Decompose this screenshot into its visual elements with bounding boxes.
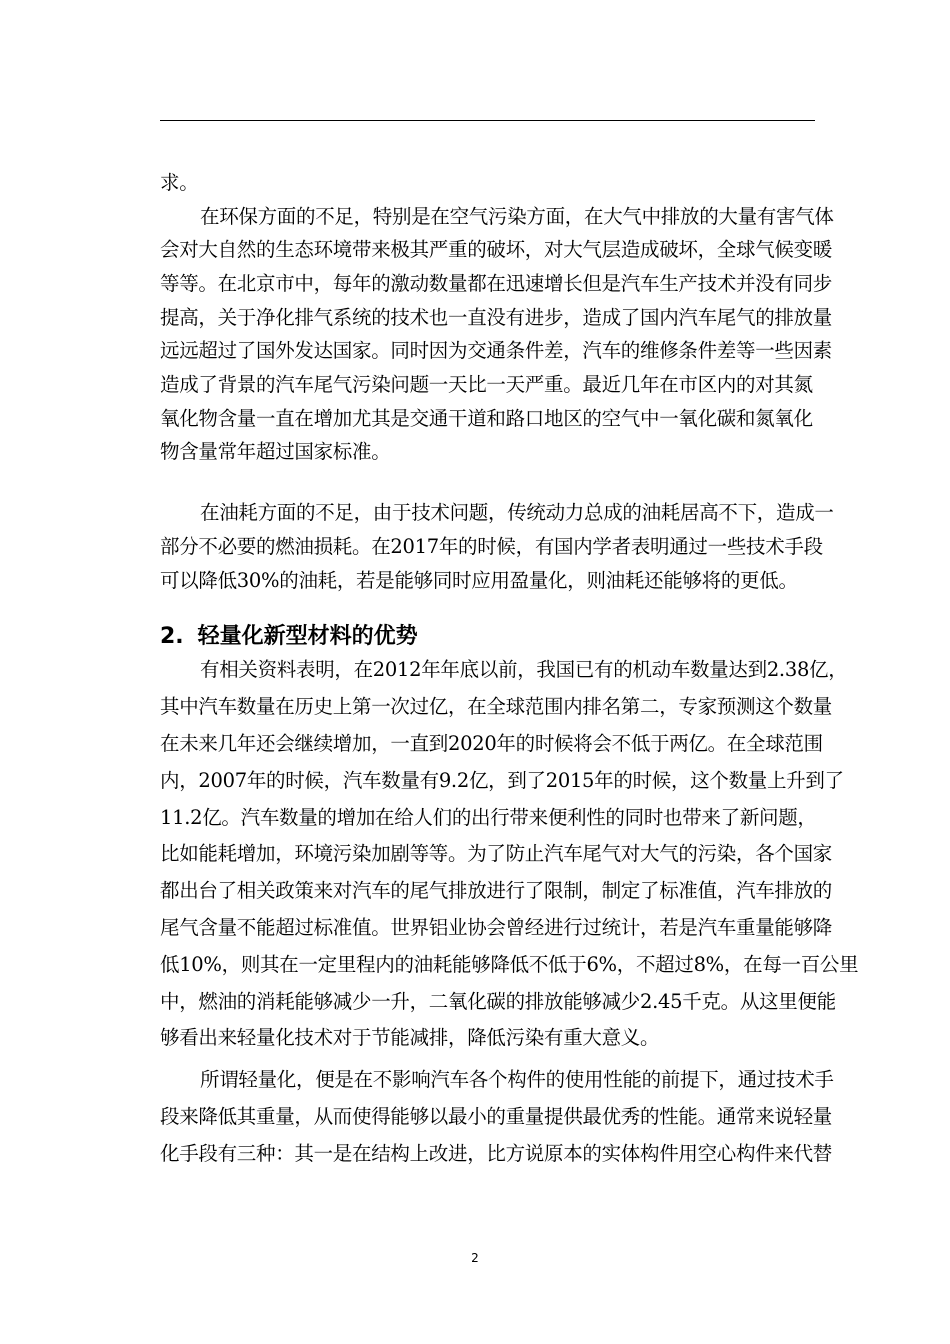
- text-line: 求。: [160, 171, 199, 194]
- text-line: 提高，关于净化排气系统的技术也一直没有进步，造成了国内汽车尾气的排放量: [160, 306, 833, 329]
- text-line: 造成了背景的汽车尾气污染问题一天比一天严重。最近几年在市区内的对其氮: [160, 373, 813, 396]
- text-line: 所谓轻量化，便是在不影响汽车各个构件的使用性能的前提下，通过技术手: [200, 1068, 834, 1091]
- text-line: 会对大自然的生态环境带来极其严重的破坏，对大气层造成破坏，全球气候变暖: [160, 238, 833, 261]
- text-line: 其中汽车数量在历史上第一次过亿，在全球范围内排名第二，专家预测这个数量: [160, 695, 833, 718]
- text-line: 在油耗方面的不足，由于技术问题，传统动力总成的油耗居高不下，造成一: [200, 501, 834, 524]
- text-line: 在未来几年还会继续增加，一直到2020年的时候将会不低于两亿。在全球范围: [160, 732, 823, 755]
- text-line: 化手段有三种：其一是在结构上改进，比方说原本的实体构件用空心构件来代替: [160, 1142, 833, 1165]
- text-line: 有相关资料表明，在2012年年底以前，我国已有的机动车数量达到2.38亿，: [200, 658, 848, 681]
- section-heading: [160, 619, 418, 655]
- text-line: 比如能耗增加，环境污染加剧等等。为了防止汽车尾气对大气的污染，各个国家: [160, 842, 833, 865]
- text-line: 够看出来轻量化技术对于节能减排，降低污染有重大意义。: [160, 1026, 660, 1049]
- page-number: 2: [471, 1251, 479, 1265]
- text-line: 在环保方面的不足，特别是在空气污染方面，在大气中排放的大量有害气体: [200, 205, 834, 228]
- text-line: 中，燃油的消耗能够减少一升，二氧化碳的排放能够减少2.45千克。从这里便能: [160, 990, 836, 1013]
- text-line: 内，2007年的时候，汽车数量有9.2亿，到了2015年的时候，这个数量上升到了: [160, 769, 844, 792]
- text-line: 物含量常年超过国家标准。: [160, 440, 391, 463]
- text-line: 氧化物含量一直在增加尤其是交通干道和路口地区的空气中一氧化碳和氮氧化: [160, 407, 813, 430]
- text-line: 等等。在北京市中，每年的激动数量都在迅速增长但是汽车生产技术并没有同步: [160, 272, 833, 295]
- text-line: 低10%，则其在一定里程内的油耗能够降低不低于6%，不超过8%，在每一百公里: [160, 953, 859, 976]
- text-line: 远远超过了国外发达国家。同时因为交通条件差，汽车的维修条件差等一些因素: [160, 339, 833, 362]
- section-number: 2.: [160, 624, 184, 649]
- text-line: 段来降低其重量，从而使得能够以最小的重量提供最优秀的性能。通常来说轻量: [160, 1105, 833, 1128]
- header-rule: [160, 120, 815, 121]
- text-line: 都出台了相关政策来对汽车的尾气排放进行了限制，制定了标准值，汽车排放的: [160, 879, 833, 902]
- text-line: 尾气含量不能超过标准值。世界铝业协会曾经进行过统计，若是汽车重量能够降: [160, 916, 833, 939]
- section-title: 轻量化新型材料的优势: [197, 624, 418, 649]
- text-line: 11.2亿。汽车数量的增加在给人们的出行带来便利性的同时也带来了新问题，: [160, 806, 817, 829]
- text-line: 可以降低30%的油耗，若是能够同时应用盈量化，则油耗还能够将的更低。: [160, 569, 798, 592]
- text-line: 部分不必要的燃油损耗。在2017年的时候，有国内学者表明通过一些技术手段: [160, 535, 823, 558]
